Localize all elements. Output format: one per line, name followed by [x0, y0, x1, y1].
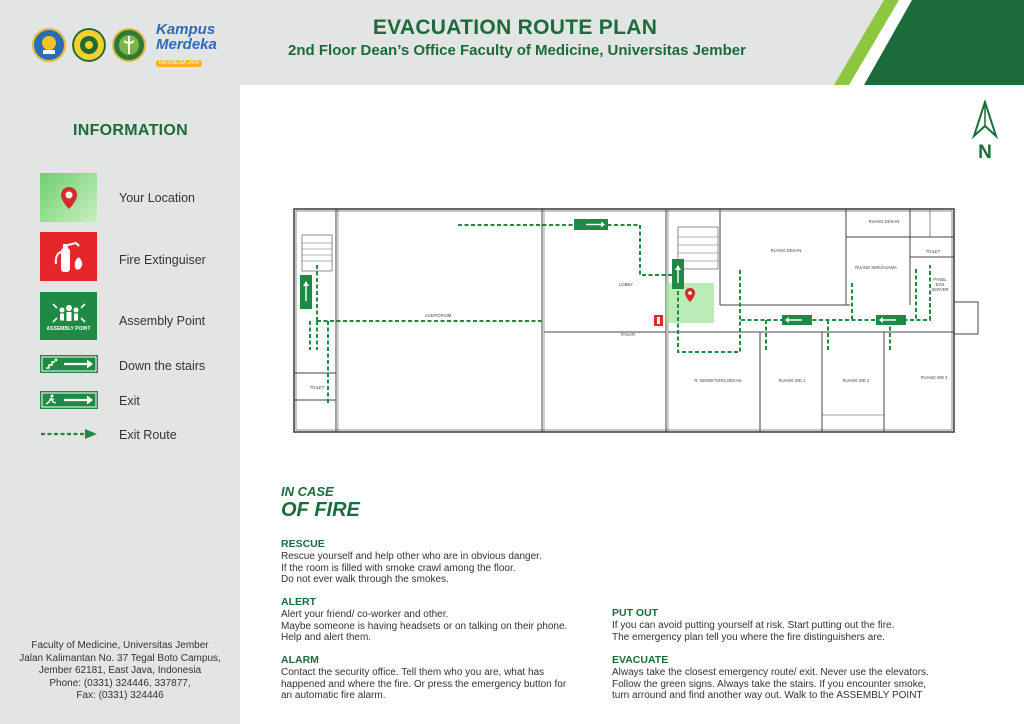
legend-label-your-location: Your Location	[119, 191, 195, 205]
alarm-line-3: an automatic fire alarm.	[281, 690, 386, 702]
put-out-line-2: The emergency plan tell you where the fire distinguishers are.	[612, 631, 885, 643]
room-auditorium: AUDITORIUM	[424, 313, 452, 318]
legend-fire-extinguisher	[40, 232, 97, 281]
sidebar	[0, 85, 240, 724]
exit-route-lines	[310, 225, 930, 405]
room-pagar: PAGAR	[620, 332, 636, 337]
put-out-section	[612, 607, 1012, 643]
room-wd2: RUANG WD 2	[842, 378, 870, 383]
legend-label-fire-extinguisher: Fire Extinguiser	[119, 253, 206, 267]
room-ruang-dekan: RUANG DEKAN	[770, 248, 802, 253]
legend-assembly-point	[40, 292, 97, 340]
evacuate-line-1: Always take the closest emergency route/ exit. Never use the elevators.	[612, 667, 929, 678]
alert-line-2: Maybe someone is having headsets or on talking on their phone.	[281, 620, 568, 632]
address-line-1: Faculty of Medicine, Universitas Jember	[31, 640, 209, 651]
kemendikbud-logo	[32, 28, 66, 62]
evacuate-title: EVACUATE	[612, 654, 669, 666]
down-stairs-sign-plan-centre	[672, 259, 684, 289]
faculty-medicine-logo	[112, 28, 146, 62]
room-sekretaris-dekan: R. SEKRETARIS DEKAN	[694, 378, 742, 383]
fire-extinguisher-icon	[654, 315, 663, 326]
legend-label-assembly-point: Assembly Point	[119, 314, 206, 328]
rescue-line-2: If the room is filled with smoke crawl among the floor.	[281, 562, 516, 574]
alarm-line-2: happened and where the fire. Or press the emergency button for	[281, 678, 567, 690]
location-pin-icon	[40, 173, 97, 222]
evacuate-line-3: turn arround and find another way out. Walk to the ASSEMBLY POINT	[612, 690, 923, 702]
alert-section	[281, 596, 601, 644]
alert-title: ALERT	[281, 596, 316, 608]
header	[0, 0, 1024, 85]
legend-exit	[40, 391, 98, 409]
north-compass	[968, 100, 1002, 162]
room-toilet-left: TOILET	[309, 385, 325, 390]
address-line-3: Jember 62181, East Java, Indonesia	[38, 665, 202, 676]
alarm-line-1: Contact the security office. Tell them who you are, what has	[281, 667, 545, 678]
alert-line-1: Alert your friend/ co-worker and other.	[281, 609, 449, 620]
room-ruang-dekan-small: RUANG DEKAN	[868, 219, 900, 224]
room-wd3: RUANG WD 3	[920, 375, 948, 380]
legend-label-exit-route: Exit Route	[119, 428, 177, 442]
kampus-text: Kampus	[156, 21, 216, 38]
address-line-2: Jalan Kalimantan No. 37 Tegal Boto Campus,	[19, 652, 221, 664]
legend-label-exit: Exit	[119, 394, 140, 408]
north-arrow-icon	[968, 100, 1002, 162]
floor-plan	[290, 205, 990, 435]
legend-down-stairs	[40, 355, 98, 373]
room-toilet-right: TOILET	[925, 249, 941, 254]
evacuate-line-2: Follow the green signs. Always take the stairs. If you encounter smoke,	[612, 678, 927, 690]
room-panel-2: DAN	[935, 282, 945, 287]
legend-label-down-stairs: Down the stairs	[119, 359, 206, 373]
room-ruang-kerjasama: RUANG KERJASAMA	[855, 265, 897, 270]
fire-extinguisher-icon	[40, 232, 97, 281]
assembly-point-icon	[40, 292, 97, 340]
page-subtitle: 2nd Floor Dean’s Office Faculty of Medicine, Universitas Jember	[288, 42, 746, 59]
assembly-sign-text: ASSEMBLY POINT	[46, 326, 91, 332]
evacuate-section	[612, 654, 1012, 702]
rescue-line-1: Rescue yourself and help other who are in obvious danger.	[281, 551, 542, 562]
put-out-title: PUT OUT	[612, 607, 659, 619]
page-title: EVACUATION ROUTE PLAN	[372, 16, 658, 39]
of-fire-heading: OF FIRE	[281, 499, 360, 521]
rescue-title: RESCUE	[281, 538, 325, 550]
kampus-merdeka-logo	[156, 22, 217, 68]
alert-line-3: Help and alert them.	[281, 632, 372, 644]
exit-sign-plan-corridor-2	[876, 315, 906, 325]
alarm-section	[281, 654, 601, 702]
exit-sign-plan-corridor-1	[782, 315, 812, 325]
room-panel-3: SERVER	[931, 287, 949, 292]
alarm-title: ALARM	[281, 654, 319, 666]
put-out-line-1: If you can avoid putting yourself at risk. Start putting out the fire.	[612, 620, 895, 631]
exit-sign-plan-top	[574, 219, 608, 230]
universitas-jember-logo	[72, 28, 106, 62]
down-stairs-sign-icon	[40, 355, 98, 373]
room-panel-1: PANEL	[933, 277, 947, 282]
in-case-heading: IN CASE	[281, 484, 334, 499]
rescue-line-3: Do not ever walk through the smokes.	[281, 574, 449, 586]
north-label: N	[978, 142, 992, 162]
room-wd1: RUANG WD 1	[778, 378, 806, 383]
address-line-4: Phone: (0331) 324446, 337877,	[49, 677, 191, 689]
rescue-section	[281, 538, 601, 586]
exit-sign-icon	[40, 391, 98, 409]
dashed-arrow-icon	[40, 428, 98, 440]
logo-group	[32, 22, 217, 68]
down-stairs-sign-plan-left	[300, 275, 312, 309]
header-decoration	[824, 0, 1024, 85]
faculty-address	[0, 640, 240, 703]
legend-your-location	[40, 173, 97, 222]
legend-exit-route	[40, 428, 98, 440]
room-lobby: LOBBY	[619, 282, 633, 287]
information-title: INFORMATION	[73, 122, 188, 139]
indonesia-jaya-tag: INDONESIA JAYA	[156, 60, 202, 67]
merdeka-text: Merdeka	[156, 36, 217, 53]
address-line-5: Fax: (0331) 324446	[76, 690, 164, 701]
